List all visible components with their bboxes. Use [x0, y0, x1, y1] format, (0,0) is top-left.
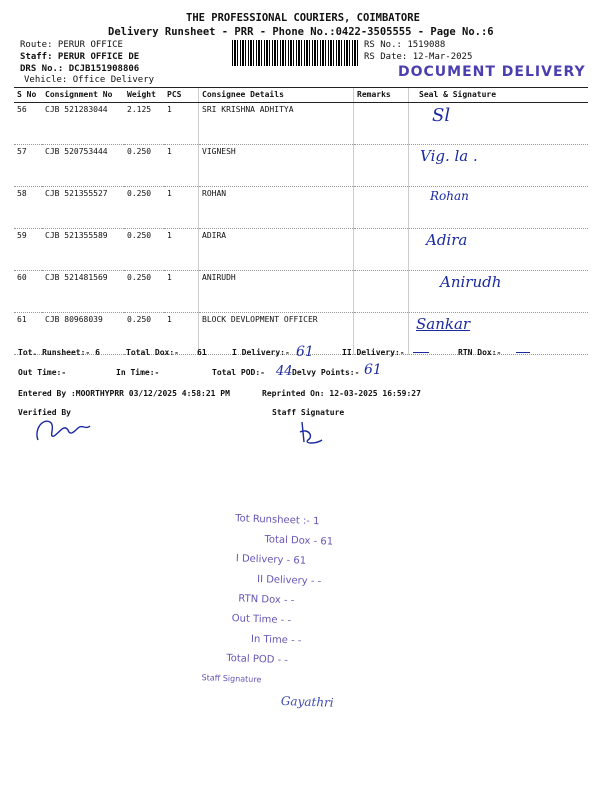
row-consignee: ADIRA	[199, 229, 354, 271]
stamp-line: Out Time - -	[231, 613, 292, 627]
row-pcs: 1	[164, 313, 199, 355]
delvy-points-label: Delvy Points:-	[292, 368, 360, 377]
table-row	[14, 145, 588, 187]
row-consignee: BLOCK DEVLOPMENT OFFICER	[199, 313, 354, 355]
out-time-label: Out Time:-	[18, 368, 67, 377]
signature-handwriting: Vig. la .	[420, 147, 478, 165]
total-dox-label: Total Dox:-	[126, 348, 179, 357]
rtn-dox-label: RTN Dox:-	[458, 348, 502, 357]
row-sno: 59	[14, 229, 42, 271]
entered-by: Entered By :MOORTHYPRR 03/12/2025 4:58:21 PM	[18, 389, 230, 398]
row-pcs: 1	[164, 103, 199, 145]
signature-handwriting: Rohan	[430, 189, 469, 203]
col-signature: Seal & Signature	[409, 88, 589, 103]
vehicle-label: Vehicle: Office Delivery	[24, 75, 155, 85]
row-pcs: 1	[164, 145, 199, 187]
i-delivery-label: I Delivery:-	[232, 348, 290, 357]
row-remarks	[354, 145, 409, 187]
stamp-line: I Delivery - 61	[235, 553, 307, 567]
row-pcs: 1	[164, 229, 199, 271]
stamp-line: RTN Dox - -	[238, 593, 295, 607]
row-sno: 61	[14, 313, 42, 355]
stamp-line: Tot Runsheet :- 1	[234, 513, 320, 528]
staff-label: Staff: PERUR OFFICE DE	[20, 52, 140, 62]
delivery-summary-stamp	[201, 509, 341, 713]
signature-handwriting: Adira	[426, 231, 468, 249]
barcode-image	[232, 40, 358, 66]
stamp-signature: Gayathri	[280, 693, 334, 710]
row-weight: 0.250	[124, 271, 164, 313]
row-consignment-no: CJB 520753444	[42, 145, 124, 187]
signature-handwriting: Sl	[432, 105, 451, 126]
table-header-row	[14, 88, 588, 103]
drs-number: DRS No.: DCJB151908806	[20, 64, 140, 74]
row-consignment-no: CJB 521481569	[42, 271, 124, 313]
rs-date: RS Date: 12-Mar-2025	[364, 52, 473, 62]
runsheet-table	[14, 87, 588, 355]
row-consignee: VIGNESH	[199, 145, 354, 187]
row-sno: 60	[14, 271, 42, 313]
row-signature	[409, 145, 589, 187]
row-pcs: 1	[164, 271, 199, 313]
reprinted-on: Reprinted On: 12-03-2025 16:59:27	[262, 389, 421, 398]
rtn-dox-dash	[516, 352, 530, 353]
table-row	[14, 187, 588, 229]
total-pod-handwritten: 44	[276, 364, 293, 379]
row-consignee: ROHAN	[199, 187, 354, 229]
stamp-line: Total POD - -	[226, 653, 289, 667]
row-weight: 0.250	[124, 229, 164, 271]
ii-delivery-label: II Delivery:-	[342, 348, 405, 357]
col-weight: Weight	[124, 88, 164, 103]
row-consignment-no: CJB 521355589	[42, 229, 124, 271]
col-consignment: Consignment No	[42, 88, 124, 103]
row-remarks	[354, 271, 409, 313]
total-pod-label: Total POD:-	[212, 368, 265, 377]
verified-by-label: Verified By	[18, 408, 71, 417]
total-dox-value: 61	[197, 348, 207, 357]
row-weight: 0.250	[124, 187, 164, 229]
row-weight: 0.250	[124, 313, 164, 355]
row-signature	[409, 229, 589, 271]
row-remarks	[354, 187, 409, 229]
row-sno: 57	[14, 145, 42, 187]
runsheet-subtitle: Delivery Runsheet - PRR - Phone No.:0422-3505555 - Page No.:6	[108, 26, 494, 38]
col-consignee: Consignee Details	[199, 88, 354, 103]
staff-signature-icon	[294, 418, 330, 448]
row-signature	[409, 187, 589, 229]
row-weight: 0.250	[124, 145, 164, 187]
row-pcs: 1	[164, 187, 199, 229]
col-pcs: PCS	[164, 88, 199, 103]
stamp-line: In Time - -	[250, 633, 302, 647]
table-row	[14, 271, 588, 313]
col-sno: S No	[14, 88, 42, 103]
stamp-line: Total Dox - 61	[264, 534, 334, 548]
rs-number: RS No.: 1519088	[364, 40, 446, 50]
row-weight: 2.125	[124, 103, 164, 145]
row-consignment-no: CJB 521355527	[42, 187, 124, 229]
staff-signature-label: Staff Signature	[272, 408, 345, 417]
table-row	[14, 103, 588, 145]
row-consignee: ANIRUDH	[199, 271, 354, 313]
signature-handwriting: Anirudh	[440, 273, 502, 291]
row-signature	[409, 271, 589, 313]
tot-runsheet: Tot. Runsheet:- 6	[18, 348, 100, 357]
ii-delivery-dash	[413, 352, 429, 353]
row-remarks	[354, 229, 409, 271]
row-remarks	[354, 103, 409, 145]
verified-signature-icon	[30, 410, 102, 446]
stamp-line: Staff Signature	[201, 673, 262, 685]
signature-handwriting: Sankar	[416, 315, 471, 333]
in-time-label: In Time:-	[116, 368, 160, 377]
route-label: Route: PERUR OFFICE	[20, 40, 123, 50]
document-delivery-stamp: DOCUMENT DELIVERY	[398, 64, 586, 80]
row-signature	[409, 103, 589, 145]
col-remarks: Remarks	[354, 88, 409, 103]
row-consignment-no: CJB 80968039	[42, 313, 124, 355]
row-sno: 56	[14, 103, 42, 145]
table-row	[14, 229, 588, 271]
stamp-line: II Delivery - -	[256, 574, 322, 588]
delvy-points-handwritten: 61	[364, 362, 382, 378]
i-delivery-handwritten: 61	[296, 344, 314, 360]
company-title: THE PROFESSIONAL COURIERS, COIMBATORE	[186, 12, 420, 24]
row-consignee: SRI KRISHNA ADHITYA	[199, 103, 354, 145]
row-sno: 58	[14, 187, 42, 229]
row-consignment-no: CJB 521283044	[42, 103, 124, 145]
